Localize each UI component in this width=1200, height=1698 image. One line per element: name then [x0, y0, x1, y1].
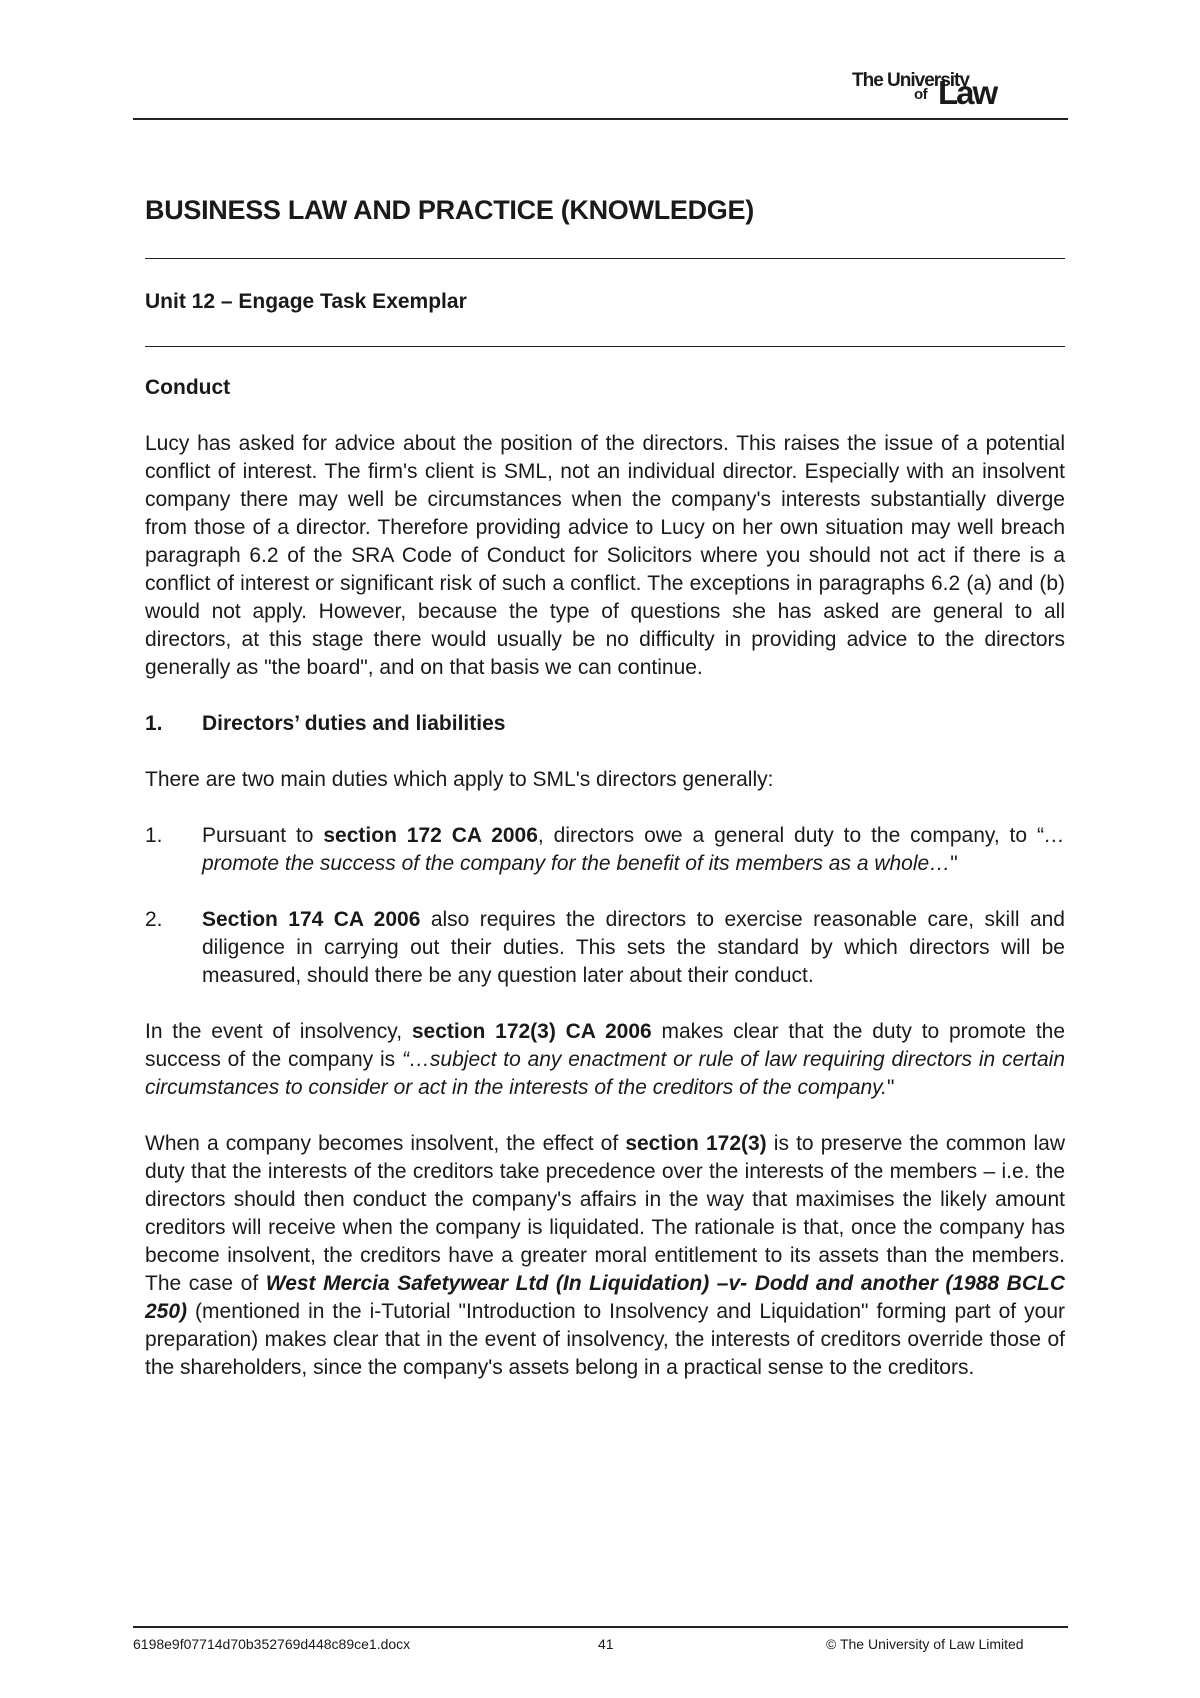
logo-line-2: of — [914, 86, 928, 103]
conduct-heading: Conduct — [145, 376, 231, 399]
logo-line-1: The University — [852, 70, 969, 91]
statute-reference: section 172(3) CA 2006 — [411, 1020, 652, 1043]
section-heading — [145, 710, 1065, 738]
statute-reference: Section 174 CA 2006 — [202, 908, 421, 931]
unit-heading: Unit 12 – Engage Task Exemplar — [145, 290, 467, 313]
conduct-paragraph: Lucy has asked for advice about the position of the directors. This raises the issue of a potential conflict of interest. The firm's client is SML, not an individual director. Especially with an insolvent company there may well be circumstances when the company's interests substantially diverge from those of a director. Therefore providing advice to Lucy on her own situation may well breach paragraph 6.2 of the SRA Code of Conduct for Solicitors where you should not act if there is a conflict of interest or significant risk of such a conflict. The exceptions in paragraphs 6.2 (a) and (b) would not apply. However, because the type of questions she has asked are general to all directors, at this stage there would usually be no difficulty in providing advice to the directors generally as "the board", and on that basis we can continue. — [145, 432, 1065, 679]
footer-page-number: 41 — [598, 1636, 614, 1652]
unit-divider — [145, 346, 1065, 347]
logo-line-3: Law — [938, 74, 997, 111]
university-logo — [852, 70, 1062, 114]
footer-copyright: © The University of Law Limited — [826, 1636, 1024, 1652]
insolvency-paragraph: In the event of insolvency, section 172(3) CA 2006 makes clear that the duty to promote the success of the company is “…subject to any enactment or rule of law requiring directors in certain circumstances to consider or act in the interests of the creditors of the company." — [145, 1020, 1066, 1099]
footer-filename: 6198e9f07714d70b352769d448c89ce1.docx — [133, 1636, 411, 1652]
list-number: 2. — [145, 908, 163, 931]
section-number: 1. — [145, 712, 163, 735]
case-citation: West Mercia Safetywear Ltd (In Liquidation) –v- Dodd and another (1988 BCLC 250) — [145, 1272, 1065, 1323]
quoted-text: “…subject to any enactment or rule of law requiring directors in certain circumstances to consider or act in the interests of the creditors of the company. — [145, 1048, 1065, 1099]
statute-reference: section 172 CA 2006 — [323, 824, 538, 847]
section-heading-text: Directors’ duties and liabilities — [202, 712, 506, 735]
list-item-text: Pursuant to section 172 CA 2006, directors owe a general duty to the company, to “…promote the success of the company for the benefit of its members as a whole…" — [202, 824, 1065, 875]
header-divider — [133, 118, 1068, 120]
footer-divider — [133, 1626, 1068, 1628]
list-number: 1. — [145, 824, 163, 847]
company-paragraph: When a company becomes insolvent, the effect of section 172(3) is to preserve the common law duty that the interests of the creditors take precedence over the interests of the members – i.e. the directors should then conduct the company's affairs in the way that maximises the likely amount creditors will receive when the company is liquidated. The rationale is that, once the company has become insolvent, the creditors have a greater moral entitlement to its assets than the members. The case of West Mercia Safetywear Ltd (In Liquidation) –v- Dodd and another (1988 BCLC 250) (mentioned in the i-Tutorial "Introduction to Insolvency and Liquidation" forming part of your preparation) makes clear that in the event of insolvency, the interests of creditors override those of the shareholders, since the company's assets belong in a practical sense to the creditors. — [145, 1132, 1065, 1379]
body-content — [145, 374, 1065, 1382]
intro-paragraph: There are two main duties which apply to SML's directors generally: — [145, 768, 774, 791]
list-item — [145, 906, 1065, 990]
title-divider — [145, 258, 1065, 259]
statute-reference: section 172(3) — [625, 1132, 767, 1155]
list-item-text: Section 174 CA 2006 also requires the directors to exercise reasonable care, skill and diligence in carrying out their duties. This sets the standard by which directors will be measured, should there be any question later about their conduct. — [202, 908, 1065, 987]
list-item — [145, 822, 1065, 878]
document-title: BUSINESS LAW AND PRACTICE (KNOWLEDGE) — [145, 195, 754, 225]
quoted-text: …promote the success of the company for the benefit of its members as a whole… — [202, 824, 1065, 875]
